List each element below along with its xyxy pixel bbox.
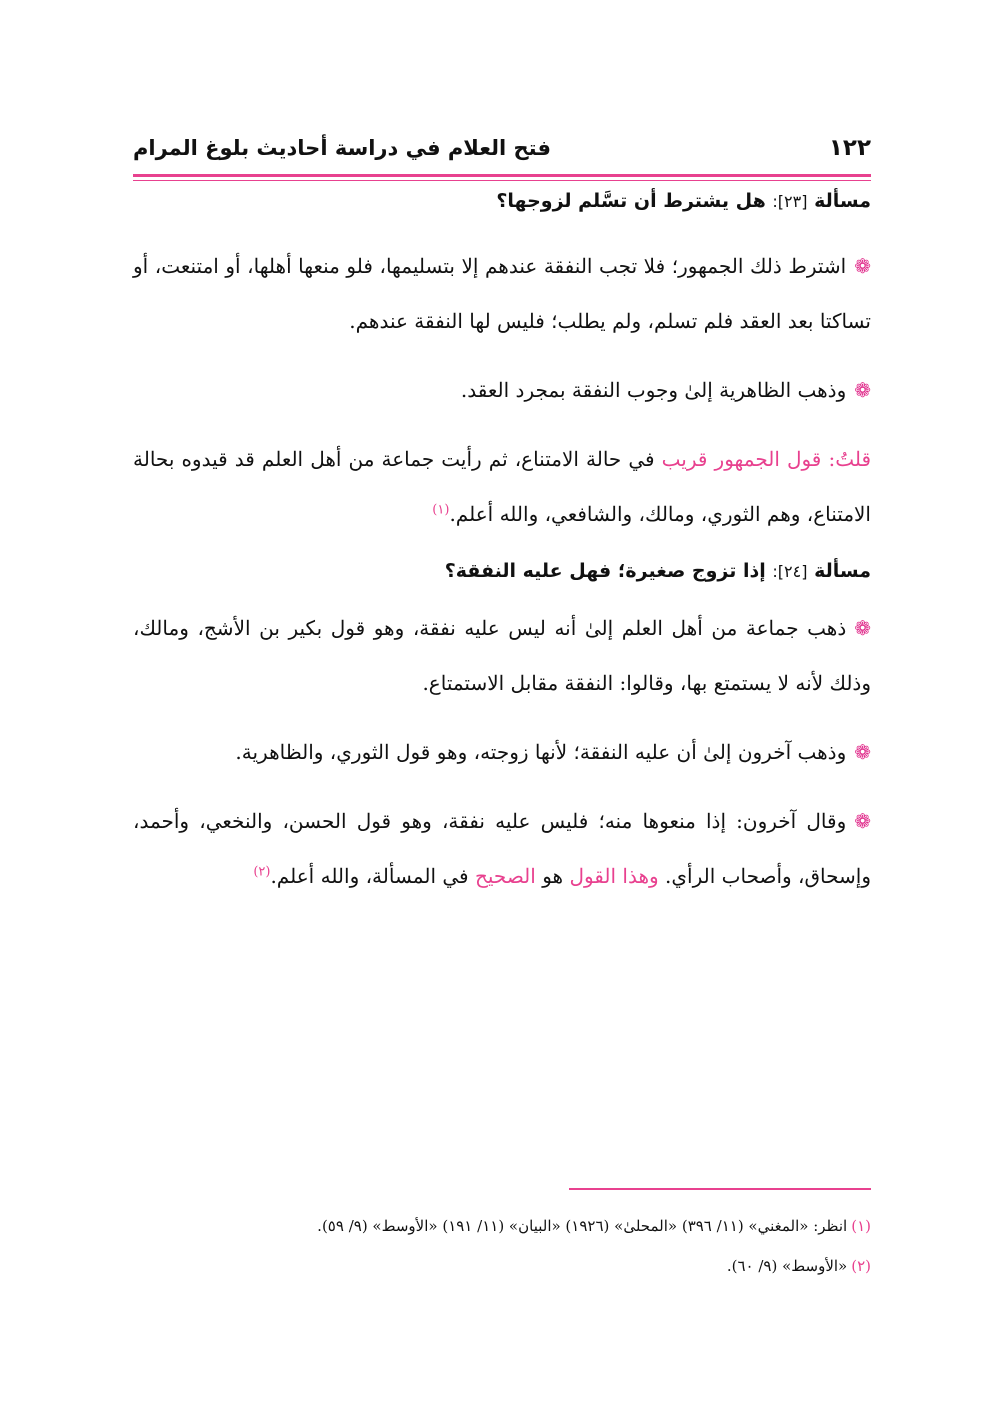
running-header (133, 128, 871, 168)
highlighted-word: الصحيح (474, 864, 536, 888)
footnote-1 (133, 1214, 871, 1238)
paragraph-text: في حالة الامتناع، ثم رأيت جماعة من أهل العلم قد قيدوه بحالة الامتناع، وهم الثوري، ومالك، والشافعي، والله أعلم. (133, 447, 871, 526)
book-title: فتح العلام في دراسة أحاديث بلوغ المرام (133, 136, 551, 160)
issue-label: مسألة (814, 190, 871, 212)
paragraph-zahiriyya (133, 363, 871, 418)
flower-bullet-icon: ❁ (854, 809, 871, 833)
header-rule-thick (133, 174, 871, 177)
paragraph-third-opinion (133, 794, 871, 904)
footnote-marker-1[interactable]: (١) (432, 502, 450, 518)
footnote-label: (١) (851, 1217, 871, 1235)
footnote-separator (569, 1188, 871, 1190)
footnote-label: (٢) (851, 1257, 871, 1275)
flower-bullet-icon: ❁ (854, 740, 871, 764)
header-rule-thin (133, 180, 871, 181)
issue-number: [٢٣]: (772, 192, 808, 211)
flower-bullet-icon: ❁ (854, 378, 871, 402)
issue-label: مسألة (814, 560, 871, 582)
issue-number: [٢٤]: (772, 562, 808, 581)
paragraph-text: ذهب جماعة من أهل العلم إلىٰ أنه ليس عليه نفقة، وهو قول بكير بن الأشج، ومالك، وذلك لأنه لا يستمتع بها، وقالوا: النفقة مقابل الاستمتاع. (133, 616, 871, 695)
highlighted-opinion: قول الجمهور قريب (661, 447, 822, 471)
issue-question: إذا تزوج صغيرة؛ فهل عليه النفقة؟ (444, 560, 766, 582)
footnote-text: انظر: «المغني» (١١/ ٣٩٦) «المحلىٰ» (١٩٢٦) «البيان» (١١/ ١٩١) «الأوسط» (٩/ ٥٩). (317, 1217, 848, 1235)
paragraph-maintenance-due (133, 725, 871, 780)
footnote-2 (133, 1254, 871, 1278)
issue-23-heading (133, 186, 871, 217)
issue-question: هل يشترط أن تسَّلم لزوجها؟ (496, 190, 766, 212)
qultu-label: قلتُ: (828, 447, 872, 471)
issue-24-heading (133, 556, 871, 587)
paragraph-text: وقال آخرون: إذا منعوها منه؛ فليس عليه نفقة، وهو قول الحسن، والنخعي، وأحمد، وإسحاق، وأصحاب الرأي. (133, 809, 871, 888)
page-content (133, 186, 871, 904)
paragraph-text: في المسألة، والله أعلم. (270, 864, 469, 888)
paragraph-text: وذهب آخرون إلىٰ أن عليه النفقة؛ لأنها زوجته، وهو قول الثوري، والظاهرية. (235, 740, 847, 764)
paragraph-text: اشترط ذلك الجمهور؛ فلا تجب النفقة عندهم إلا بتسليمها، فلو منعها أهلها، أو امتنعت، أو تساكتا بعد العقد فلم تسلم، ولم يطلب؛ فليس لها النفقة عندهم. (133, 254, 871, 333)
page-number: ١٢٢ (828, 135, 871, 161)
paragraph-no-maintenance (133, 601, 871, 711)
footnote-marker-2[interactable]: (٢) (253, 864, 271, 880)
paragraph-text: وذهب الظاهرية إلىٰ وجوب النفقة بمجرد العقد. (460, 378, 847, 402)
footnotes (133, 1214, 871, 1294)
book-page (133, 0, 871, 1418)
footnote-text: «الأوسط» (٩/ ٦٠). (726, 1257, 848, 1275)
paragraph-author-opinion (133, 432, 871, 542)
flower-bullet-icon: ❁ (854, 254, 871, 278)
highlighted-phrase: وهذا القول (569, 864, 659, 888)
flower-bullet-icon: ❁ (854, 616, 871, 640)
paragraph-text: هو (542, 864, 564, 888)
paragraph-majority-condition (133, 239, 871, 349)
